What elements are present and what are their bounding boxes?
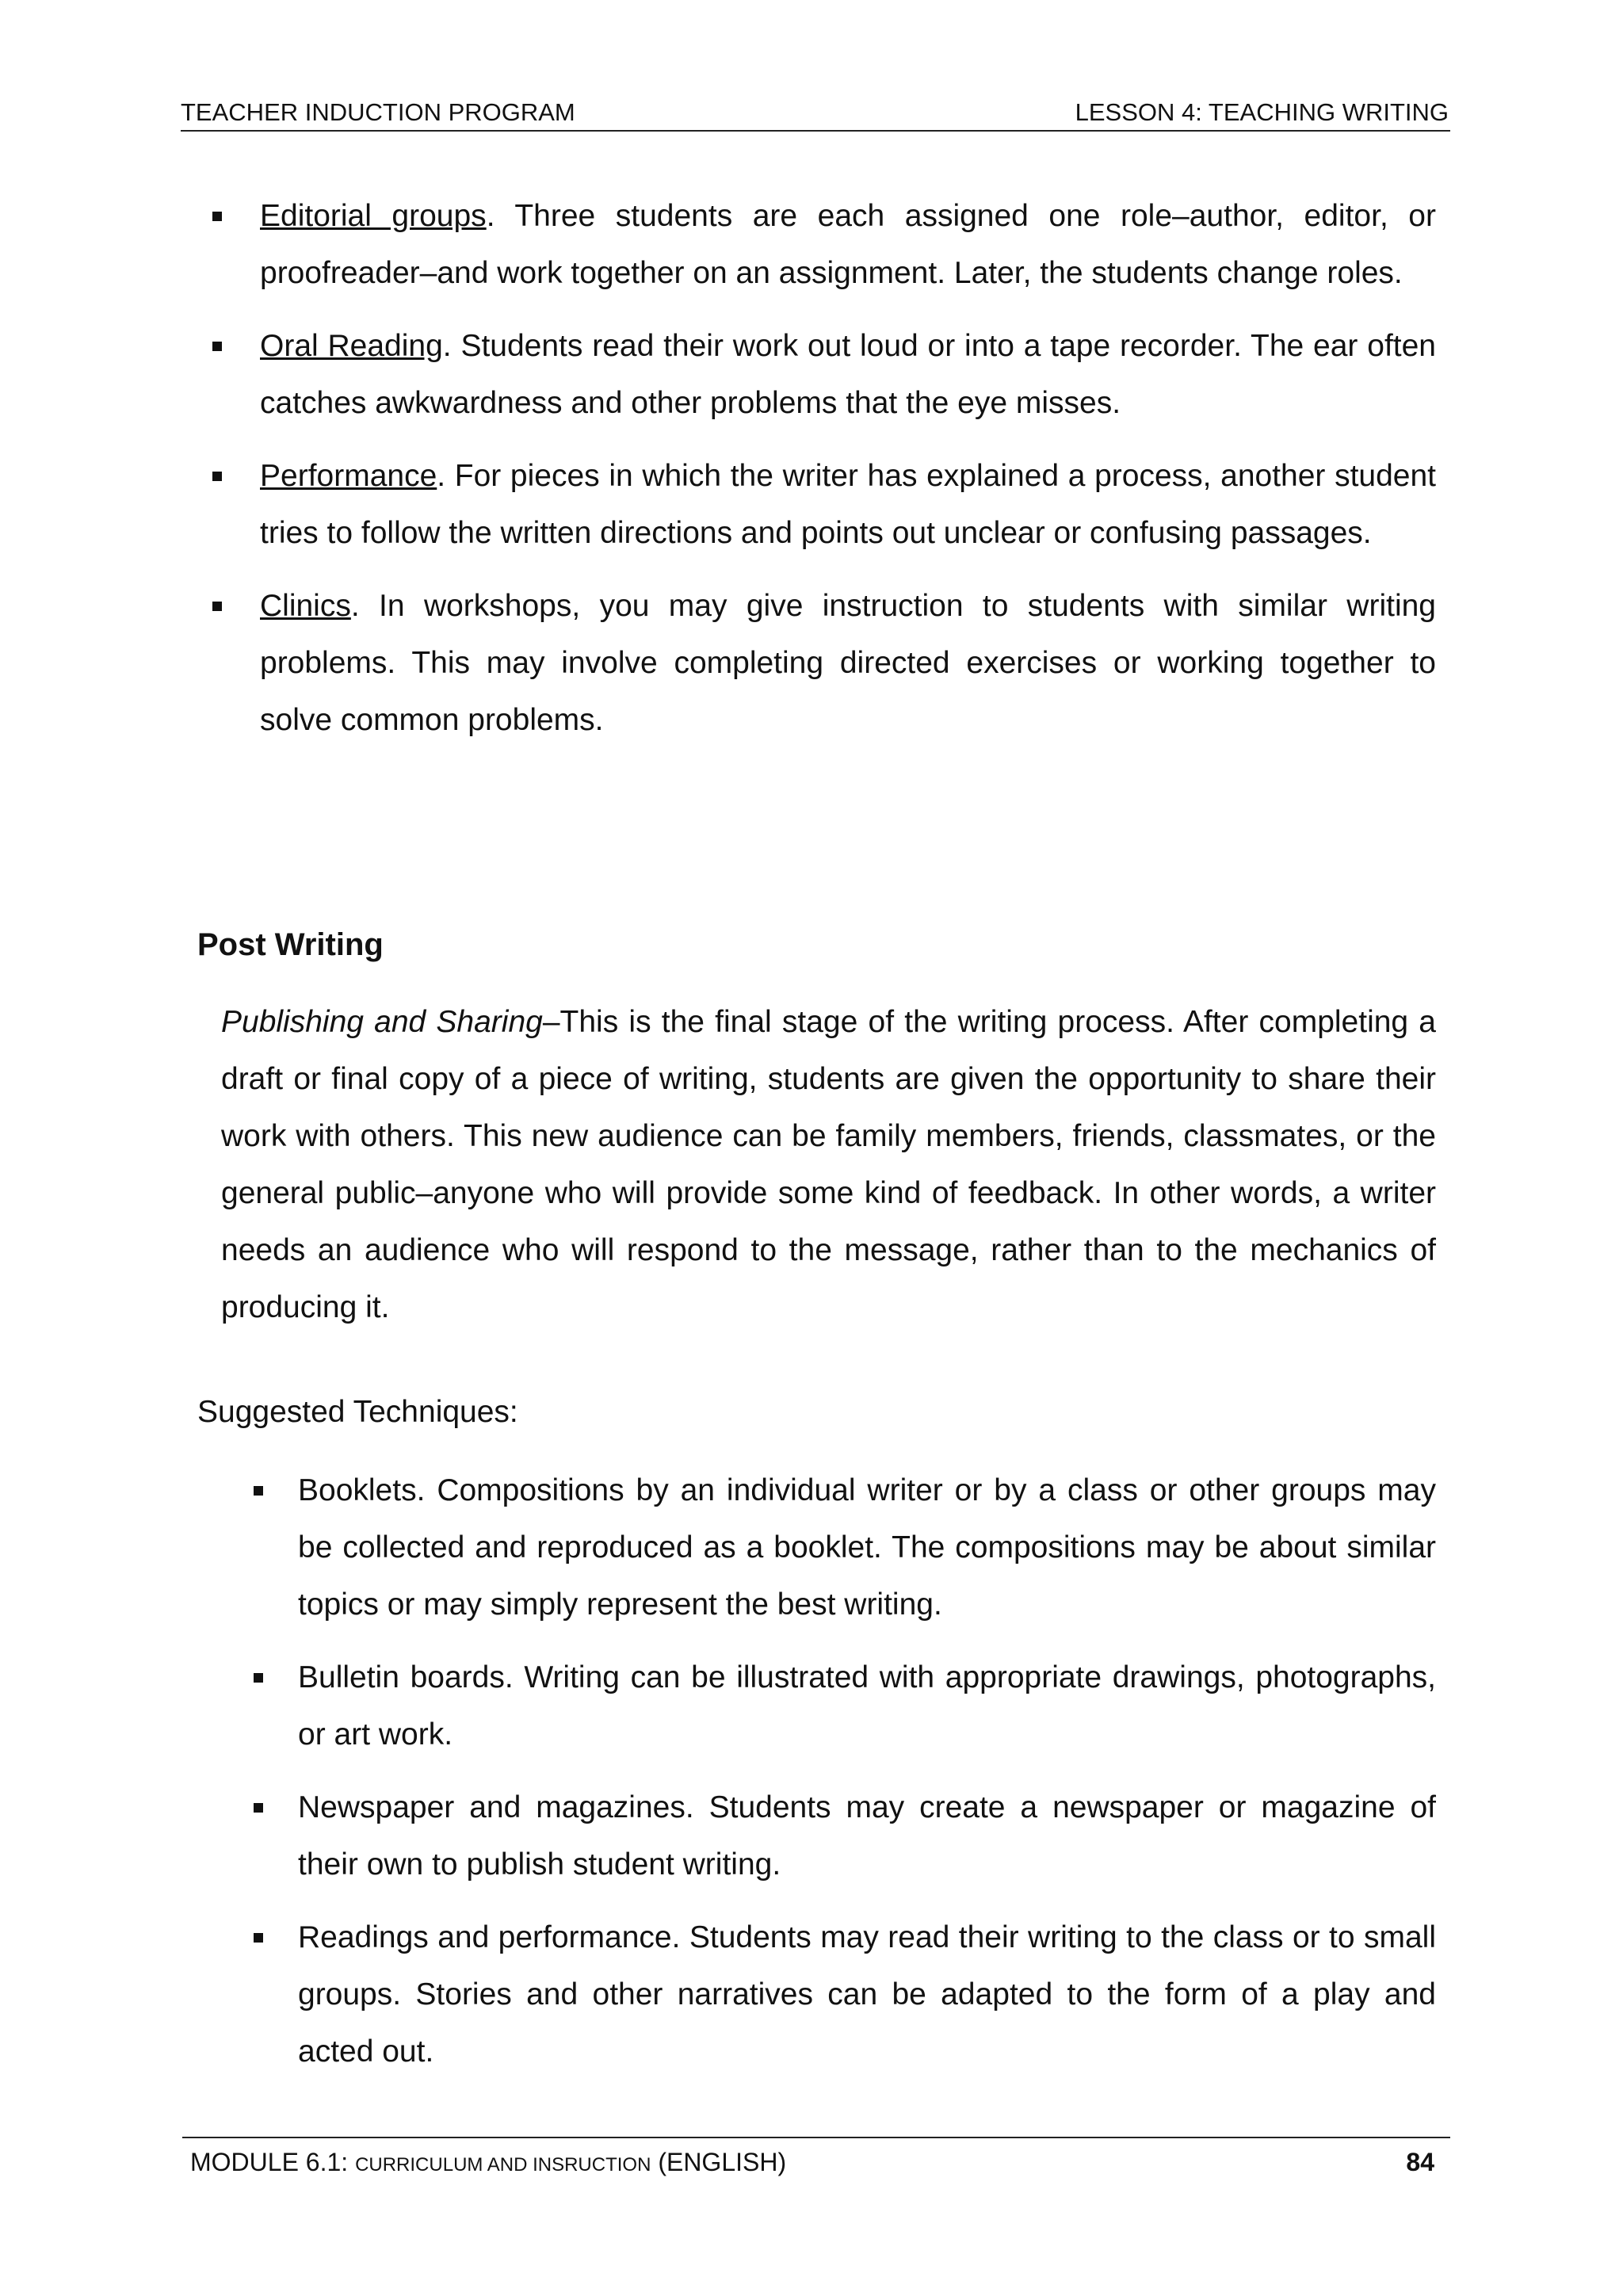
list-item-term: Oral Reading (260, 329, 443, 363)
list-item-text: . For pieces in which the writer has explained a process, another student tries to follow the written directions and points out unclear or confusing passages. (260, 459, 1436, 550)
post-writing-heading: Post Writing (197, 927, 384, 962)
square-bullet-icon (212, 342, 222, 351)
list-item-text: . Students read their work out loud or into a tape recorder. The ear often catches awkwardness and other problems that the eye misses. (260, 329, 1436, 420)
post-writing-lead: Publishing and Sharing (221, 1005, 543, 1039)
suggested-techniques-label: Suggested Techniques: (197, 1395, 518, 1429)
technique-list-top (260, 188, 1436, 749)
list-item (260, 578, 1436, 749)
list-item (260, 448, 1436, 562)
list-item-term: Clinics (260, 589, 351, 623)
post-writing-paragraph (221, 994, 1436, 1336)
list-item-text: Bulletin boards. Writing can be illustrated with appropriate drawings, photographs, or art work. (298, 1660, 1436, 1752)
square-bullet-icon (212, 602, 222, 611)
footer-module-prefix: MODULE 6.1: (190, 2148, 356, 2176)
page-number: 84 (1406, 2148, 1434, 2176)
footer-module-course: CURRICULUM AND INSRUCTION (355, 2154, 651, 2176)
page-footer (182, 2137, 1450, 2178)
list-item-term: Editorial groups (260, 199, 487, 233)
list-item (298, 1649, 1436, 1763)
list-item (298, 1779, 1436, 1893)
page-header (181, 95, 1450, 132)
list-item-text: Booklets. Compositions by an individual writer or by a class or other groups may be collected and reproduced as a booklet. The compositions may be about similar topics or may simply represent the best writing. (298, 1473, 1436, 1622)
square-bullet-icon (212, 212, 222, 221)
footer-module-suffix: (ENGLISH) (651, 2148, 787, 2176)
footer-module-title (190, 2148, 786, 2177)
list-item-text: Newspaper and magazines. Students may create a newspaper or magazine of their own to publish student writing. (298, 1790, 1436, 1881)
list-item-text: Readings and performance. Students may read their writing to the class or to small groups. Stories and other narratives can be adapted to the form of a play and acted out. (298, 1920, 1436, 2069)
square-bullet-icon (254, 1486, 263, 1496)
list-item (260, 318, 1436, 432)
square-bullet-icon (254, 1803, 263, 1813)
list-item (260, 188, 1436, 302)
technique-list-bottom (298, 1462, 1436, 2080)
square-bullet-icon (254, 1933, 263, 1943)
header-lesson-title: LESSON 4: TEACHING WRITING (1075, 98, 1449, 126)
header-program-title: TEACHER INDUCTION PROGRAM (181, 98, 575, 126)
list-item (298, 1462, 1436, 1633)
square-bullet-icon (254, 1673, 263, 1683)
square-bullet-icon (212, 472, 222, 481)
list-item-text: . Three students are each assigned one role–author, editor, or proofreader–and work together on an assignment. Later, the students change roles. (260, 199, 1436, 290)
list-item-term: Performance (260, 459, 437, 493)
post-writing-body: –This is the final stage of the writing process. After completing a draft or final copy of a piece of writing, students are given the opportunity to share their work with others. This new audience can be family members, friends, classmates, or the general public–anyone who will provide some kind of feedback. In other words, a writer needs an audience who will respond to the message, rather than to the mechanics of producing it. (221, 1005, 1437, 1324)
list-item (298, 1909, 1436, 2080)
list-item-text: . In workshops, you may give instruction to students with similar writing problems. This may involve completing directed exercises or working together to solve common problems. (260, 589, 1436, 737)
